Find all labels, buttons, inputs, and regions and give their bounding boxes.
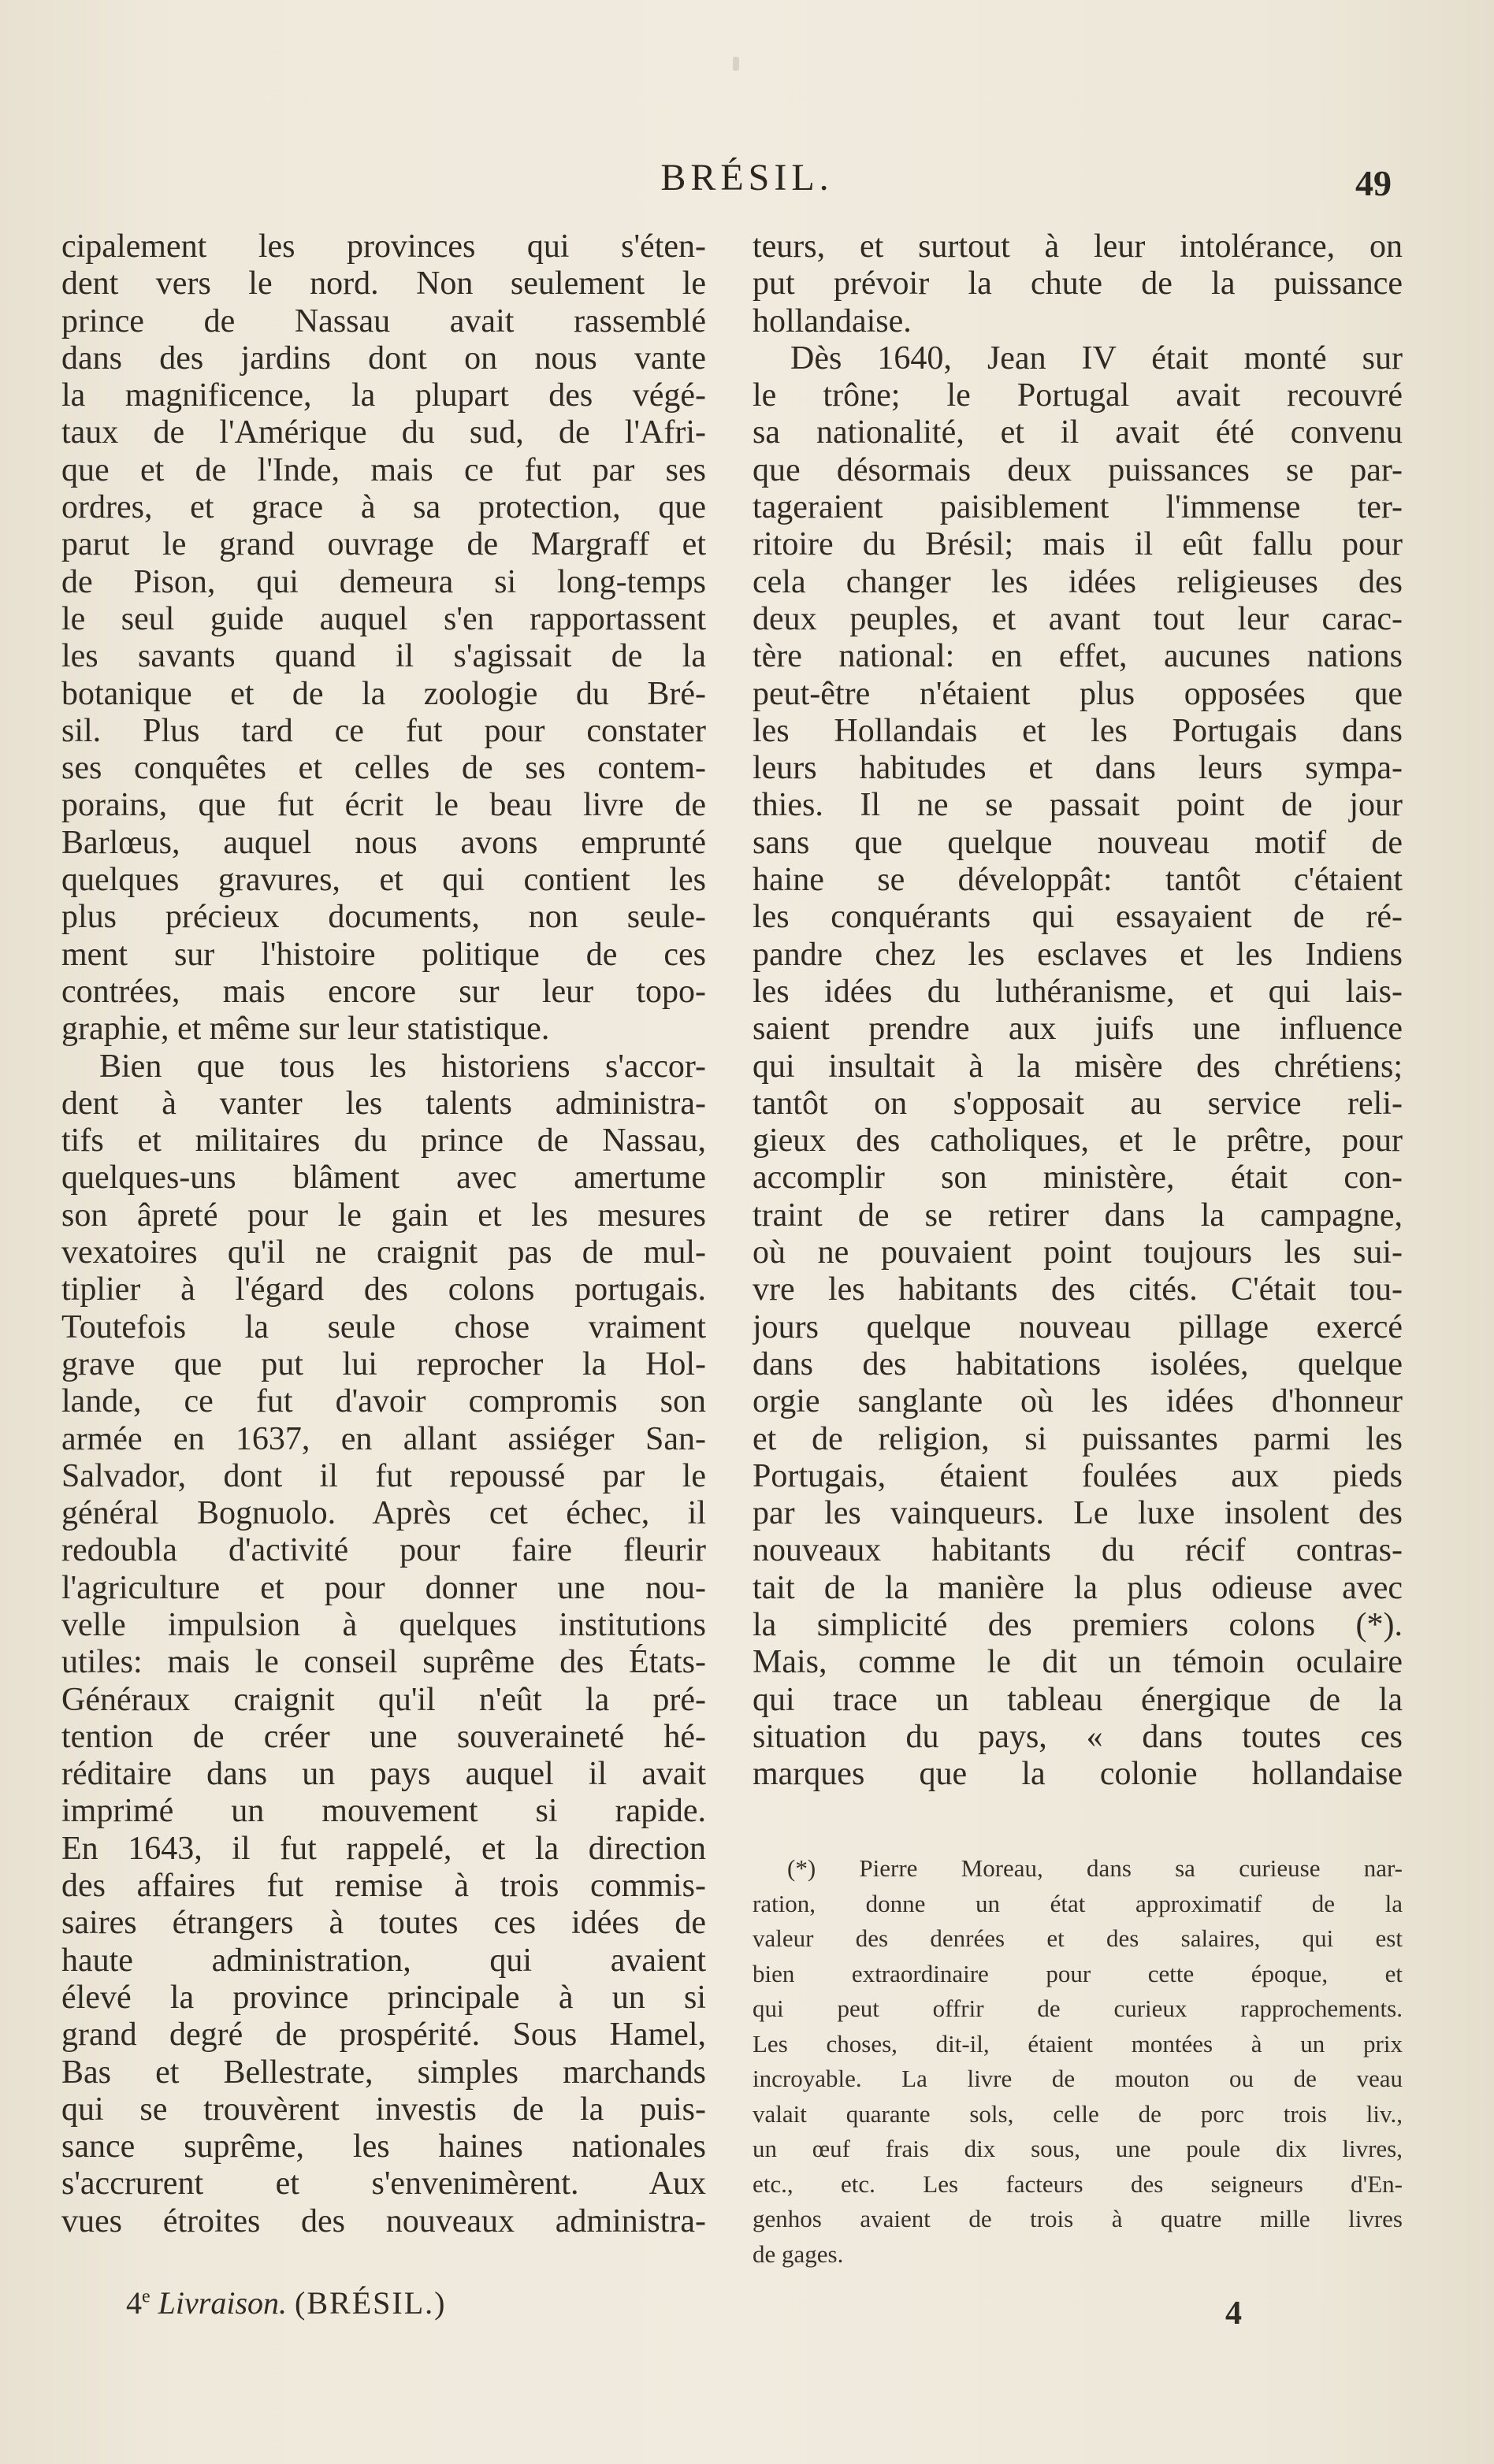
signature-number: 4 [126,2285,142,2321]
text-line: son âpreté pour le gain et les mesures [61,1197,706,1234]
running-title: BRÉSIL. [660,157,834,199]
text-line: marques que la colonie hollandaise [753,1756,1403,1793]
text-line: dans des habitations isolées, quelque [753,1345,1403,1382]
text-line: dans des jardins dont on nous vante [61,340,706,377]
text-line: cipalement les provinces qui s'éten- [61,228,706,265]
text-line: deux peuples, et avant tout leur carac- [753,600,1403,637]
text-line: tiplier à l'égard des colons portugais. [61,1271,706,1308]
text-line: traint de se retirer dans la campagne, [753,1197,1403,1234]
signature-paren: (BRÉSIL.) [295,2285,447,2321]
text-line: réditaire dans un pays auquel il avait [61,1756,706,1793]
text-line: la simplicité des premiers colons (*). [753,1606,1403,1643]
text-line: utiles: mais le conseil suprême des États- [61,1644,706,1681]
text-line: sa nationalité, et il avait été convenu [753,414,1403,451]
footnote-line: (*) Pierre Moreau, dans sa curieuse nar- [787,1854,1403,1882]
text-line: put prévoir la chute de la puissance [753,265,1403,302]
text-line: élevé la province principale à un si [61,1979,706,2016]
text-line: Mais, comme le dit un témoin oculaire [753,1644,1403,1681]
text-line: peut-être n'étaient plus opposées que [753,675,1403,712]
text-line: situation du pays, « dans toutes ces [753,1718,1403,1755]
footnote-line: etc., etc. Les facteurs des seigneurs d'En- [753,2169,1403,2198]
text-line: que et de l'Inde, mais ce fut par ses [61,451,706,488]
text-line: velle impulsion à quelques institutions [61,1606,706,1643]
text-line: général Bognuolo. Après cet échec, il [61,1495,706,1532]
text-line: sans que quelque nouveau motif de [753,824,1403,861]
text-line: sance suprême, les haines nationales [61,2128,706,2165]
text-line: contrées, mais encore sur leur topo- [61,973,706,1010]
text-line: pandre chez les esclaves et les Indiens [753,936,1403,973]
footnote-line: incroyable. La livre de mouton ou de veau [753,2065,1403,2092]
text-line: parut le grand ouvrage de Margraff et [61,526,706,563]
text-line: les idées du luthéranisme, et qui lais- [753,973,1403,1010]
text-line: vre les habitants des cités. C'était tou- [753,1271,1403,1308]
text-line: prince de Nassau avait rassemblé [61,302,706,340]
text-line: hollandaise. [753,302,912,340]
text-line: que désormais deux puissances se par- [753,451,1403,488]
text-line: orgie sanglante où les idées d'honneur [753,1383,1403,1420]
text-line: En 1643, il fut rappelé, et la direction [61,1830,706,1867]
text-line: haine se développât: tantôt c'étaient [753,862,1403,899]
footnote-line: ration, donne un état approximatif de la [753,1889,1403,1917]
text-line: Salvador, dont il fut repoussé par le [61,1457,706,1494]
text-line: quelques gravures, et qui contient les [61,862,706,899]
footnote-line: valeur des denrées et des salaires, qui est [753,1924,1403,1952]
text-line: où ne pouvaient point toujours les sui- [753,1234,1403,1271]
text-line: Barlœus, auquel nous avons emprunté [61,824,706,861]
text-line: Bas et Bellestrate, simples marchands [61,2054,706,2091]
text-line: nouveaux habitants du récif contras- [753,1532,1403,1569]
text-line: thies. Il ne se passait point de jour [753,787,1403,824]
text-line: la magnificence, la plupart des végé- [61,377,706,414]
text-line: Portugais, étaient foulées aux pieds [753,1457,1403,1494]
text-line: s'accrurent et s'envenimèrent. Aux [61,2165,706,2202]
text-line: vues étroites des nouveaux administra- [61,2202,706,2239]
text-line: lande, ce fut d'avoir compromis son [61,1383,706,1420]
left-text-column [61,228,706,2240]
text-line: haute administration, qui avaient [61,1942,706,1979]
footnote-line: valait quarante sols, celle de porc trois liv., [753,2099,1403,2128]
text-line: saires étrangers à toutes ces idées de [61,1905,706,1942]
text-line: taux de l'Amérique du sud, de l'Afri- [61,414,706,451]
signature-suffix: e [142,2286,151,2307]
text-line: tifs et militaires du prince de Nassau, [61,1123,706,1160]
text-line: tageraient paisiblement l'immense ter- [753,489,1403,526]
footnote-line: de gages. [753,2239,844,2268]
text-line: les Hollandais et les Portugais dans [753,712,1403,749]
sheet-number: 4 [1225,2295,1242,2332]
text-line: de Pison, qui demeura si long-temps [61,563,706,600]
signature-line [126,2284,446,2321]
text-line: redoubla d'activité pour faire fleurir [61,1532,706,1569]
footnote [753,1851,1403,2272]
text-line: gieux des catholiques, et le prêtre, pour [753,1123,1403,1160]
text-line: saient prendre aux juifs une influence [753,1011,1403,1048]
text-line: par les vainqueurs. Le luxe insolent des [753,1495,1403,1532]
signature-word: Livraison. [158,2285,288,2321]
footnote-line: qui peut offrir de curieux rapprochements. [753,1995,1403,2022]
right-text-column [753,228,1403,1793]
text-line: tère national: en effet, aucunes nations [753,638,1403,675]
text-line: des affaires fut remise à trois commis- [61,1868,706,1905]
text-line: l'agriculture et pour donner une nou- [61,1569,706,1606]
text-line: Généraux craignit qu'il n'eût la pré- [61,1681,706,1718]
text-line: leurs habitudes et dans leurs sympa- [753,750,1403,787]
page-number: 49 [1355,163,1392,203]
text-line: graphie, et même sur leur statistique. [61,1011,550,1048]
text-line: sil. Plus tard ce fut pour constater [61,712,706,749]
text-line: qui insultait à la misère des chrétiens; [753,1048,1403,1085]
text-line: Bien que tous les historiens s'accor- [99,1048,706,1085]
text-line: quelques-uns blâment avec amertume [61,1160,706,1197]
text-line: tantôt on s'opposait au service reli- [753,1085,1403,1122]
text-line: le seul guide auquel s'en rapportassent [61,600,706,637]
text-line: teurs, et surtout à leur intolérance, on [753,228,1403,265]
footnote-line: bien extraordinaire pour cette époque, et [753,1959,1403,1987]
footnote-line: Les choses, dit-il, étaient montées à un prix [753,2029,1403,2058]
text-line: dent vers le nord. Non seulement le [61,265,706,302]
text-line: ment sur l'histoire politique de ces [61,936,706,973]
paper-speck [733,57,739,71]
text-line: vexatoires qu'il ne craignit pas de mul- [61,1234,706,1271]
text-line: accomplir son ministère, était con- [753,1160,1403,1197]
footnote-line: genhos avaient de trois à quatre mille livres [753,2205,1403,2232]
text-line: qui se trouvèrent investis de la puis- [61,2091,706,2128]
text-line: botanique et de la zoologie du Bré- [61,675,706,712]
text-line: plus précieux documents, non seule- [61,899,706,936]
text-line: cela changer les idées religieuses des [753,563,1403,600]
text-line: les savants quand il s'agissait de la [61,638,706,675]
text-line: le trône; le Portugal avait recouvré [753,377,1403,414]
text-line: ordres, et grace à sa protection, que [61,489,706,526]
text-line: Dès 1640, Jean IV était monté sur [790,340,1403,377]
text-line: tention de créer une souveraineté hé- [61,1718,706,1755]
footnote-line: un œuf frais dix sous, une poule dix livres, [753,2135,1403,2162]
text-line: armée en 1637, en allant assiéger San- [61,1420,706,1457]
text-line: tait de la manière la plus odieuse avec [753,1569,1403,1606]
text-line: imprimé un mouvement si rapide. [61,1793,706,1830]
text-line: Toutefois la seule chose vraiment [61,1308,706,1345]
text-line: grand degré de prospérité. Sous Hamel, [61,2017,706,2054]
text-line: ses conquêtes et celles de ses contem- [61,750,706,787]
text-line: porains, que fut écrit le beau livre de [61,787,706,824]
text-line: qui trace un tableau énergique de la [753,1681,1403,1718]
text-line: dent à vanter les talents administra- [61,1085,706,1122]
text-line: ritoire du Brésil; mais il eût fallu pour [753,526,1403,563]
text-line: grave que put lui reprocher la Hol- [61,1345,706,1382]
text-line: et de religion, si puissantes parmi les [753,1420,1403,1457]
text-line: jours quelque nouveau pillage exercé [753,1308,1403,1345]
text-line: les conquérants qui essayaient de ré- [753,899,1403,936]
